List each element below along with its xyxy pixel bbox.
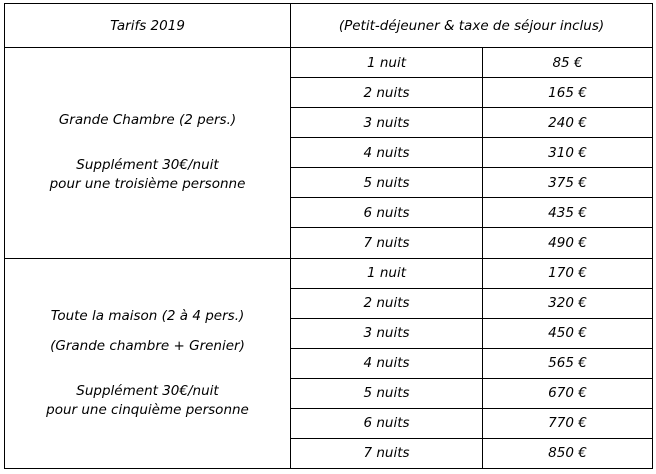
nights-cell: 5 nuits (291, 168, 483, 198)
header-included: (Petit-déjeuner & taxe de séjour inclus) (291, 4, 653, 48)
nights-cell: 7 nuits (291, 228, 483, 258)
house-rooms: (Grande chambre + Grenier) (50, 337, 245, 354)
nights-cell: 2 nuits (291, 78, 483, 108)
grande-chambre-description (5, 48, 291, 258)
price-cell: 450 € (483, 318, 653, 348)
nights-cell: 4 nuits (291, 138, 483, 168)
price-cell: 85 € (483, 48, 653, 78)
nights-cell: 1 nuit (291, 48, 483, 78)
price-cell: 170 € (483, 258, 653, 288)
house-title: Toute la maison (2 à 4 pers.) (50, 307, 245, 324)
maison-description (5, 258, 291, 468)
header-row (5, 4, 653, 48)
supplement-detail: pour une cinquième personne (46, 401, 249, 418)
supplement-detail: pour une troisième personne (49, 176, 246, 193)
supplement-line: Supplément 30€/nuit (76, 157, 219, 174)
supplement-line: Supplément 30€/nuit (76, 382, 219, 399)
table-row (5, 258, 653, 288)
price-cell: 850 € (483, 438, 653, 468)
nights-cell: 7 nuits (291, 438, 483, 468)
nights-cell: 3 nuits (291, 108, 483, 138)
nights-cell: 6 nuits (291, 408, 483, 438)
price-cell: 165 € (483, 78, 653, 108)
nights-cell: 4 nuits (291, 348, 483, 378)
room-title: Grande Chambre (2 pers.) (58, 112, 237, 129)
price-cell: 670 € (483, 378, 653, 408)
pricing-table (4, 3, 653, 469)
table-row (5, 48, 653, 78)
price-cell: 770 € (483, 408, 653, 438)
nights-cell: 5 nuits (291, 378, 483, 408)
price-cell: 320 € (483, 288, 653, 318)
nights-cell: 1 nuit (291, 258, 483, 288)
price-cell: 435 € (483, 198, 653, 228)
price-cell: 565 € (483, 348, 653, 378)
nights-cell: 3 nuits (291, 318, 483, 348)
nights-cell: 6 nuits (291, 198, 483, 228)
price-cell: 490 € (483, 228, 653, 258)
nights-cell: 2 nuits (291, 288, 483, 318)
price-cell: 310 € (483, 138, 653, 168)
price-cell: 240 € (483, 108, 653, 138)
price-cell: 375 € (483, 168, 653, 198)
header-tarifs: Tarifs 2019 (5, 4, 291, 48)
